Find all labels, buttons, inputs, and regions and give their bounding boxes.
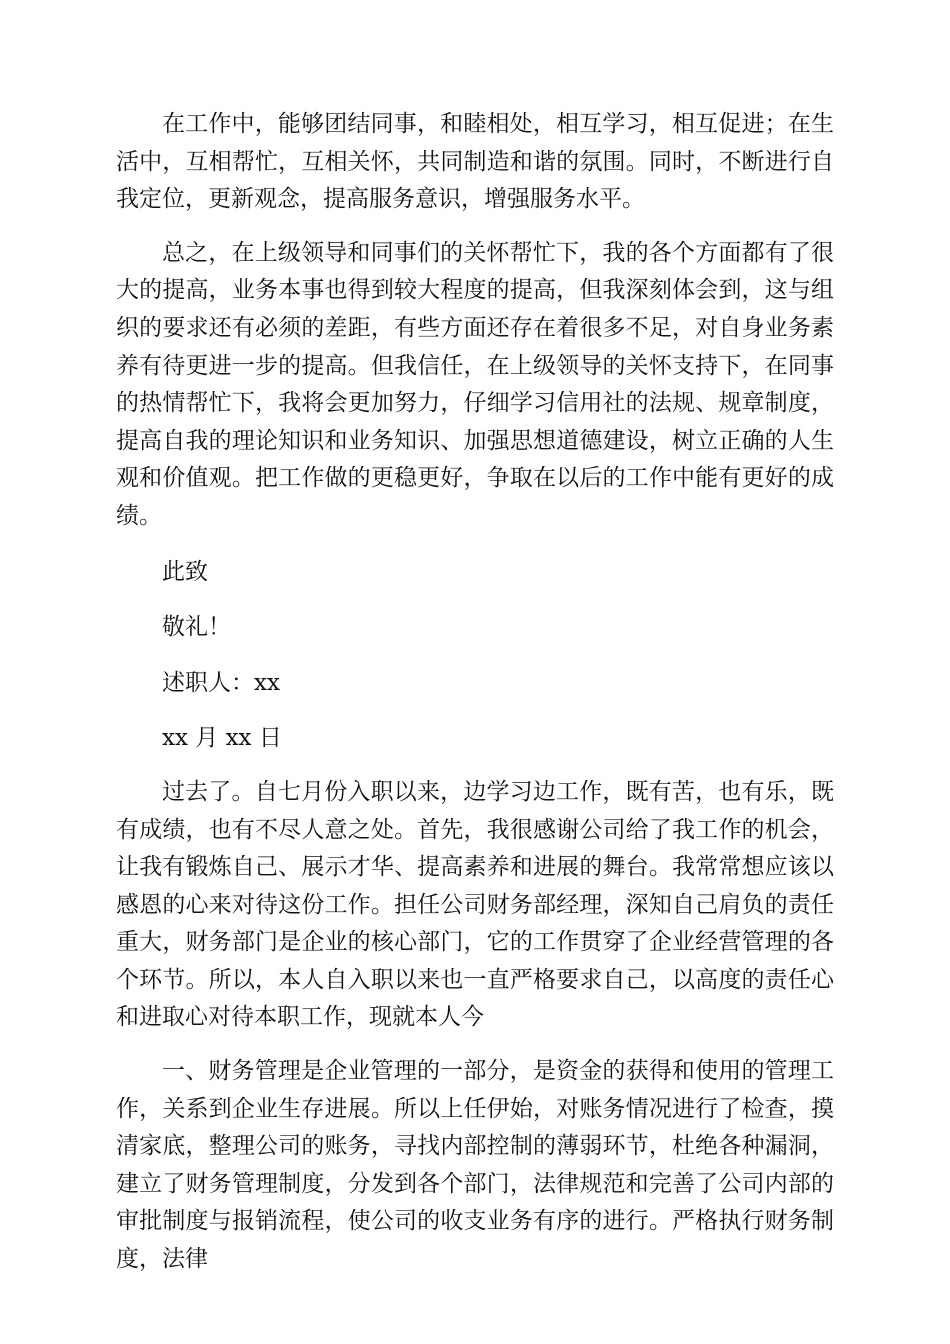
signature-line: 述职人：xx xyxy=(162,669,280,696)
closing-salutation: 此致 xyxy=(162,558,208,585)
paragraph-summary: 总之，在上级领导和同事们的关怀帮忙下，我的各个方面都有了很大的提高，业务本事也得到较大程度的提高，但我深刻体会到，这与组织的要求还有必须的差距，有些方面还存在着很多不足，对自身业务素养有待更进一步的提高。但我信任，在上级领导的关怀支持下，在同事的热情帮忙下，我将会更加努力，仔细学习信用社的法规、规章制度，提高自我的理论知识和业务知识、加强思想道德建设，树立正确的人生观和价值观。把工作做的更稳更好，争取在以后的工作中能有更好的成绩。 xyxy=(116,239,834,529)
paragraph-teamwork: 在工作中，能够团结同事，和睦相处，相互学习，相互促进；在生活中，互相帮忙，互相关怀，共同制造和谐的氛围。同时，不断进行自我定位，更新观念，提高服务意识，增强服务水平。 xyxy=(116,111,834,213)
paragraph-finance-management: 一、财务管理是企业管理的一部分，是资金的获得和使用的管理工作，关系到企业生存进展。所以上任伊始，对账务情况进行了检查，摸清家底，整理公司的账务，寻找内部控制的薄弱环节，杜绝各种漏洞，建立了财务管理制度，分发到各个部门，法律规范和完善了公司内部的审批制度与报销流程，使公司的收支业务有序的进行。严格执行财务制度，法律 xyxy=(116,1058,834,1273)
closing-regards: 敬礼！ xyxy=(162,614,231,641)
date-line: xx 月 xx 日 xyxy=(162,725,282,752)
paragraph-intro: 过去了。自七月份入职以来，边学习边工作，既有苦，也有乐，既有成绩，也有不尽人意之处。首先，我很感谢公司给了我工作的机会，让我有锻炼自己、展示才华、提高素养和进展的舞台。我常常想应该以感恩的心来对待这份工作。担任公司财务部经理，深知自己肩负的责任重大，财务部门是企业的核心部门，它的工作贯穿了企业经营管理的各个环节。所以，本人自入职以来也一直严格要求自己，以高度的责任心和进取心对待本职工作，现就本人今 xyxy=(116,778,834,1031)
document-body xyxy=(116,106,834,1279)
